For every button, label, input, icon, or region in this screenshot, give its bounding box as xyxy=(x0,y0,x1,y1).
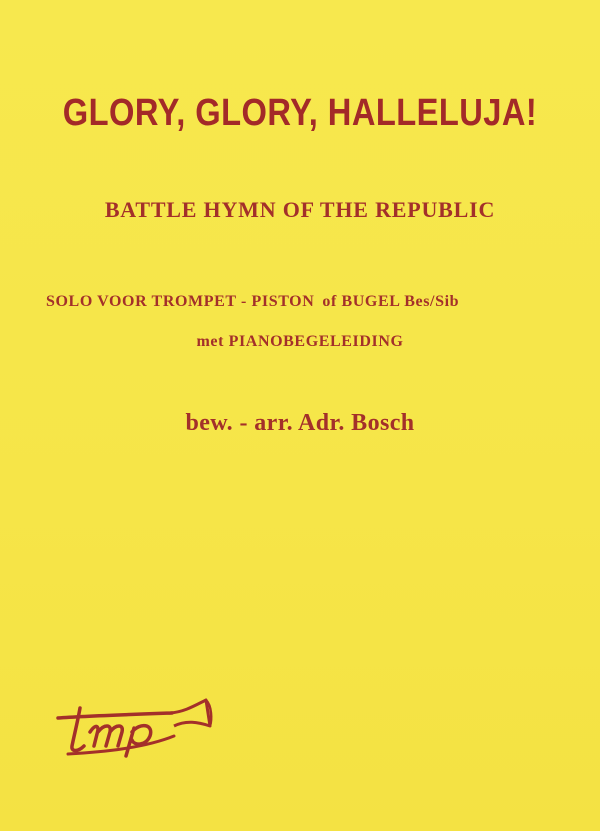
cover-title: GLORY, GLORY, HALLELUJA! xyxy=(62,92,538,134)
instrumentation-solo: SOLO VOOR TROMPET - PISTON xyxy=(46,293,315,310)
cover-subtitle: BATTLE HYMN OF THE REPUBLIC xyxy=(104,197,496,222)
instrumentation-bugel: of BUGEL Bes/Sib xyxy=(322,293,460,310)
trumpet-logo-icon xyxy=(54,696,214,760)
accompaniment-line: met PIANOBEGELEIDING xyxy=(196,333,404,350)
arranger-credit: bew. - arr. Adr. Bosch xyxy=(185,410,415,436)
instrumentation-line xyxy=(46,293,586,311)
